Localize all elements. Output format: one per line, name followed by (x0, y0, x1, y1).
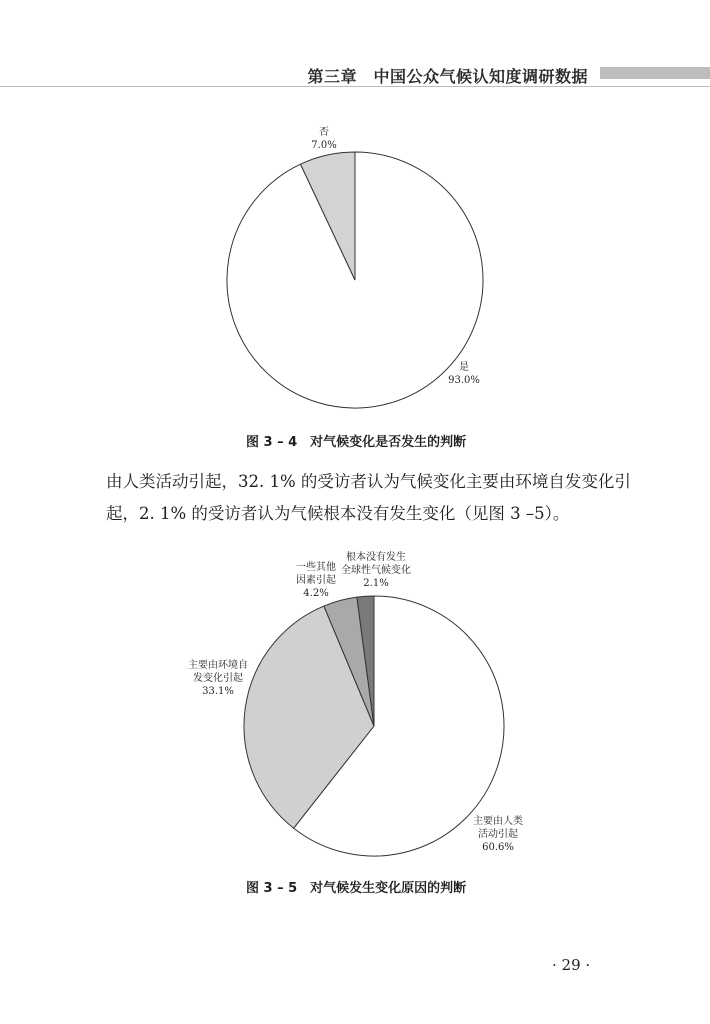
body-line-2: 起，2. 1% 的受访者认为气候根本没有发生变化（见图 3 –5）。 (106, 504, 570, 523)
body-paragraph (106, 466, 631, 530)
pie1-label-1-line-1: 是 (459, 362, 469, 373)
pie1-label-2-line-2: 7.0% (311, 140, 337, 151)
pie1-label-1-line-2: 93.0% (448, 375, 480, 386)
chapter-title: 第三章 中国公众气候认知度调研数据 (307, 67, 588, 86)
pie2-label-2-line-2: 发变化引起 (193, 673, 243, 684)
pie2-label-4-line-1: 根本没有发生 (346, 552, 406, 563)
pie2-label-1-line-3: 60.6% (482, 842, 514, 853)
pie2-label-3-line-3: 4.2% (303, 588, 329, 599)
pie2-label-4-line-3: 2.1% (363, 578, 389, 589)
pie1-label-2-line-1: 否 (319, 127, 329, 138)
body-line-1: 由人类活动引起，32. 1% 的受访者认为气候变化主要由环境自发变化引 (106, 472, 631, 491)
figure-3-5-caption: 图 3 – 5 对气候发生变化原因的判断 (246, 881, 467, 896)
pie-chart-climate-change-causes (188, 550, 523, 856)
pie2-label-1-line-2: 活动引起 (478, 829, 518, 840)
pie2-label-3-line-2: 因素引起 (296, 575, 336, 586)
pie2-label-1-line-1: 主要由人类 (473, 816, 523, 827)
page-number: · 29 · (552, 956, 591, 974)
pie2-label-3-line-1: 一些其他 (296, 562, 336, 573)
pie2-label-4-line-2: 全球性气候变化 (341, 565, 411, 576)
pie2-label-2-line-3: 33.1% (202, 686, 234, 697)
figure-3-4-caption: 图 3 – 4 对气候变化是否发生的判断 (246, 435, 467, 450)
pie2-label-2-line-1: 主要由环境自 (188, 660, 248, 671)
